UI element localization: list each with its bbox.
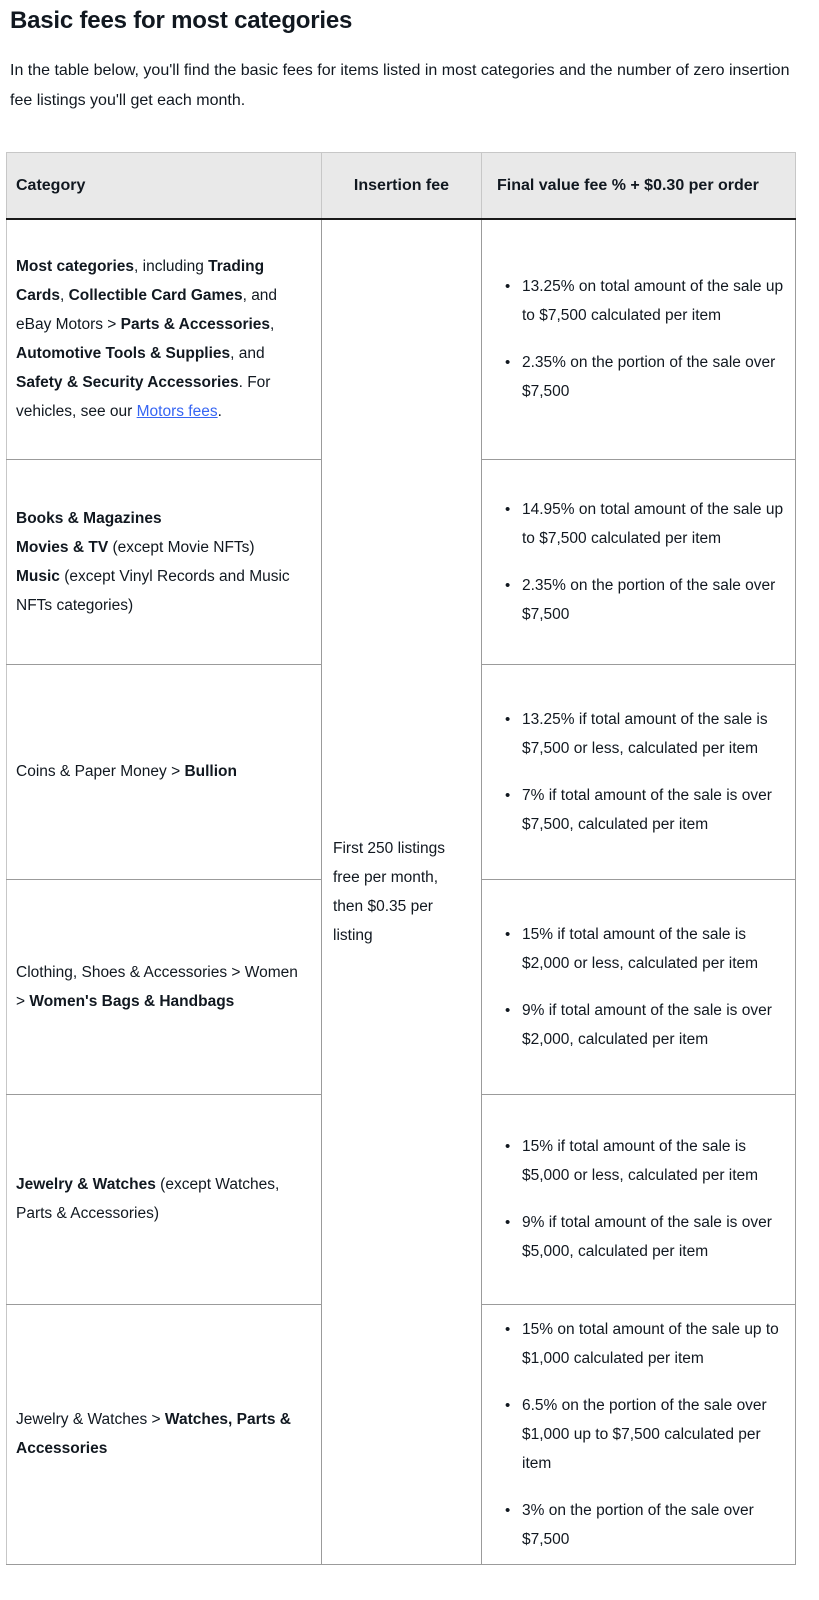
column-header-insertion-fee: Insertion fee [322,153,482,220]
category-name-bold: Books & Magazines [16,509,162,527]
fee-list [497,1315,785,1554]
category-name-bold: Collectible Card Games [68,287,243,305]
fee-list-item: • 9% if total amount of the sale is over $2,000, calculated per item [519,996,785,1054]
cell-final-value-fee [482,1094,796,1304]
cell-category [7,879,322,1094]
fee-list [497,1132,785,1266]
category-text: , including [134,258,209,276]
category-name-bold: Jewelry & Watches [16,1176,156,1193]
fee-list-item: • 2.35% on the portion of the sale over $7,500 [519,348,785,406]
table-header-row [7,153,796,220]
table-body [7,219,796,1564]
motors-fees-link[interactable]: Motors fees [136,403,218,421]
category-name-bold: Trading Cards [16,258,265,305]
category-text: , [270,316,275,334]
category-name-bold: Women's Bags & Handbags [29,992,235,1010]
insertion-fee-text: First 250 listings free per month, then $0.35 per listing [333,839,445,944]
fee-list [497,272,785,406]
category-name-bold: Safety & Security Accessories [16,374,239,392]
fee-list-item: • 14.95% on total amount of the sale up to $7,500 calculated per item [519,495,785,553]
category-text: , [59,287,69,305]
fee-list-item: • 7% if total amount of the sale is over $7,500, calculated per item [519,781,785,839]
category-text: , and [230,345,265,363]
basic-fees-table [6,152,796,1565]
fee-list [497,495,785,629]
category-text: (except Movie NFTs) [108,538,255,556]
fee-list-item: • 15% if total amount of the sale is $5,000 or less, calculated per item [519,1132,785,1190]
category-name-bold: Movies & TV [16,538,109,556]
cell-category [7,1094,322,1304]
fee-list-item: • 9% if total amount of the sale is over $5,000, calculated per item [519,1208,785,1266]
cell-category [7,219,322,459]
cell-category [7,664,322,879]
category-name-bold: Automotive Tools & Supplies [16,345,231,363]
fee-list-item: • 13.25% on total amount of the sale up to $7,500 calculated per item [519,272,785,330]
cell-category [7,459,322,664]
cell-final-value-fee [482,459,796,664]
category-name-bold: Music [16,567,60,585]
fee-list-item: • 13.25% if total amount of the sale is $7,500 or less, calculated per item [519,705,785,763]
cell-final-value-fee [482,664,796,879]
cell-final-value-fee [482,219,796,459]
category-text: Clothing, Shoes & Accessories > Women > [16,963,298,1010]
cell-final-value-fee [482,879,796,1094]
fee-list-item: • 2.35% on the portion of the sale over $7,500 [519,571,785,629]
table-row [7,219,796,459]
category-text: , and eBay Motors > [16,287,278,334]
category-name-bold: Bullion [184,763,237,780]
fee-list-item: • 15% on total amount of the sale up to $1,000 calculated per item [519,1315,785,1373]
page-intro-paragraph: In the table below, you'll find the basic fees for items listed in most categories and the number of zero insertion fee listings you'll get each month. [10,62,790,109]
page-title: Basic fees for most categories [10,7,353,34]
cell-insertion-fee [322,219,482,1564]
category-name-bold: Parts & Accessories [120,316,271,334]
fee-list-item: • 6.5% on the portion of the sale over $1,000 up to $7,500 calculated per item [519,1391,785,1478]
fee-list-item: • 3% on the portion of the sale over $7,500 [519,1496,785,1554]
category-name-bold: Most categories [16,258,135,276]
fee-list [497,705,785,839]
category-text: (except Vinyl Records and Music NFTs categories) [16,567,290,614]
category-text: . [217,403,222,421]
category-text: Coins & Paper Money > [16,763,185,780]
table-header [7,153,796,220]
fee-list-item: • 15% if total amount of the sale is $2,000 or less, calculated per item [519,920,785,978]
category-text: . For vehicles, see our [16,374,271,421]
column-header-category: Category [7,153,322,220]
column-header-final-value-fee: Final value fee % + $0.30 per order [482,153,796,220]
category-text: Jewelry & Watches > [16,1411,165,1428]
fee-list [497,920,785,1054]
cell-final-value-fee [482,1304,796,1564]
category-text: (except Watches, Parts & Accessories) [16,1176,280,1222]
category-name-bold: Watches, Parts & Accessories [16,1411,291,1457]
cell-category [7,1304,322,1564]
